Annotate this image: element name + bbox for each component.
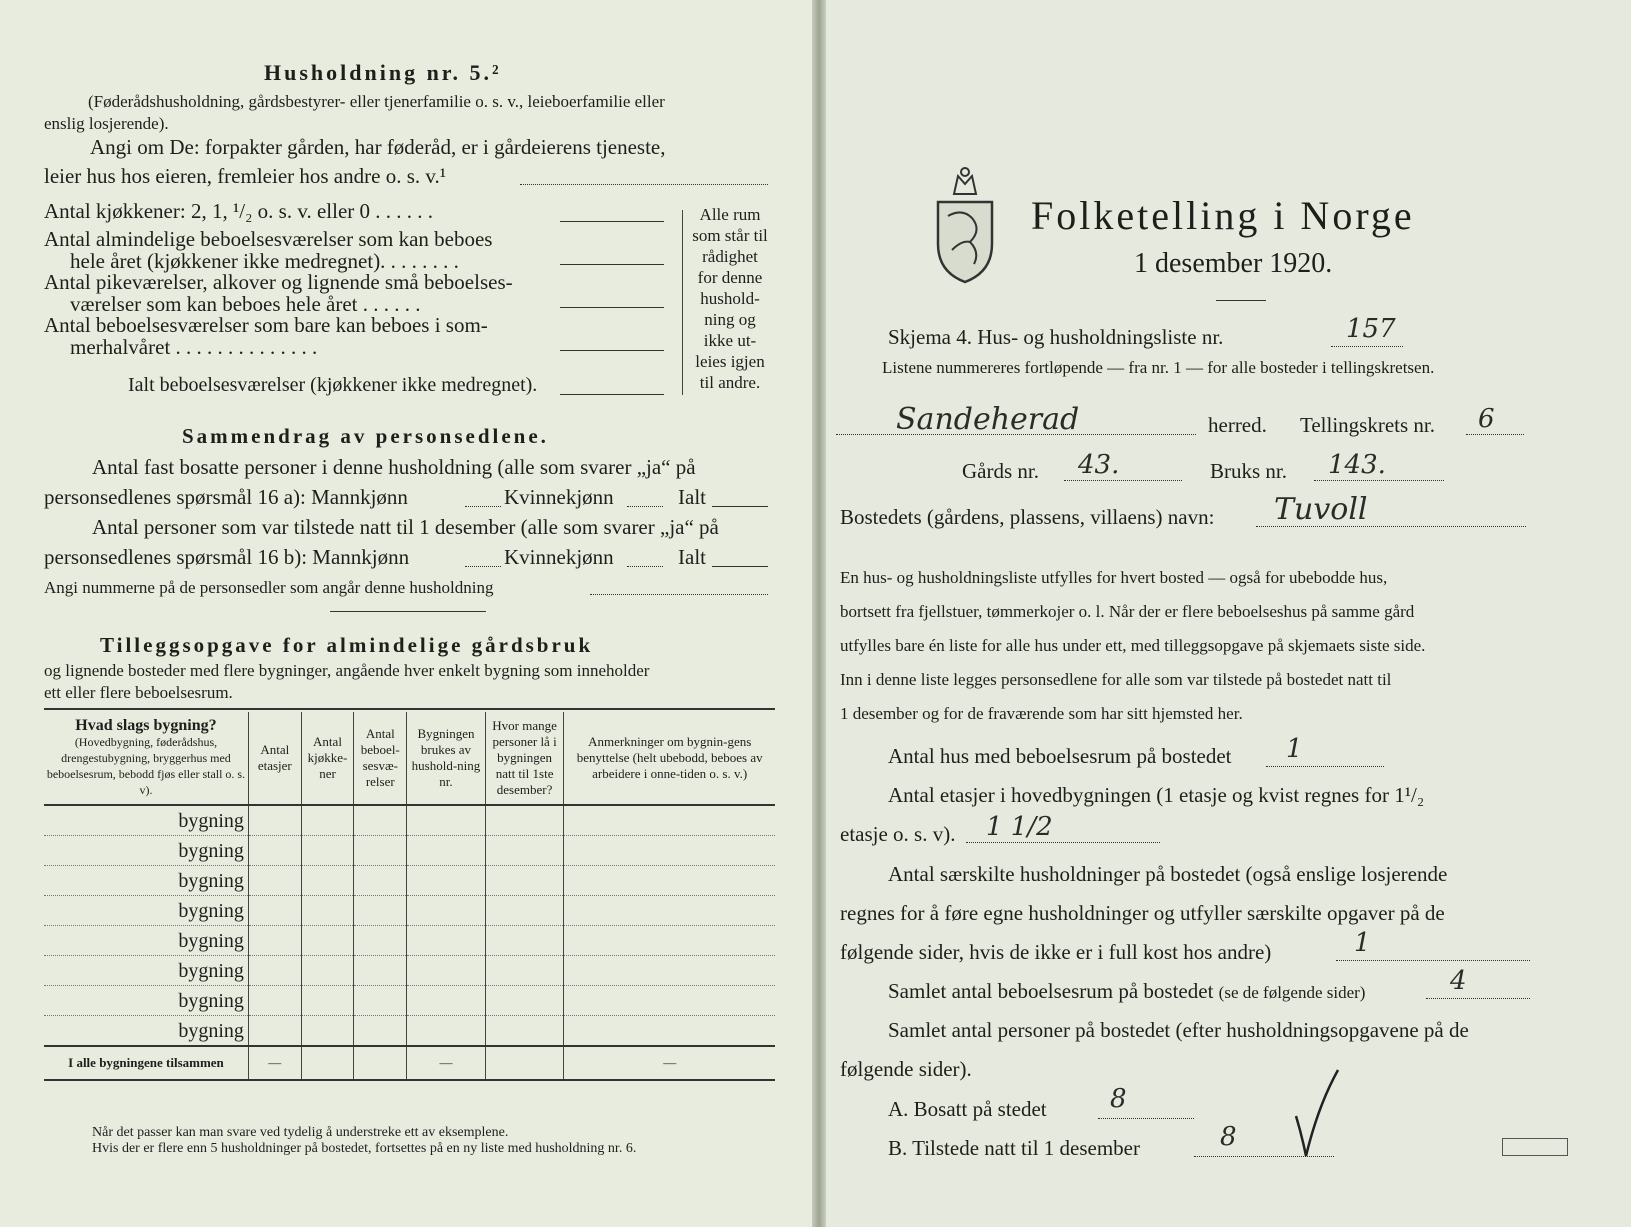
building-cell <box>485 986 564 1016</box>
building-cell <box>248 956 301 986</box>
building-cell <box>301 986 354 1016</box>
instruction-line: En hus- og husholdningsliste utfylles for hvert bosted — også for ubebodde hus, <box>840 568 1388 587</box>
building-cell <box>407 986 486 1016</box>
supplement-title: Tilleggsopgave for almindelige gårdsbruk <box>100 633 594 657</box>
building-cell <box>564 956 775 986</box>
building-cell <box>354 866 407 896</box>
building-cell <box>407 1016 486 1047</box>
instruction-line: bortsett fra fjellstuer, tømmerkojer o. l. Når der er flere beboelseshus på samme gård <box>840 602 1415 621</box>
total-persons-label-cont: følgende sider). <box>840 1057 972 1081</box>
herred-label: herred. <box>1208 413 1267 437</box>
regular-rooms-label: Antal almindelige beboelsesværelser som kan beboes <box>44 227 493 251</box>
building-cell <box>248 805 301 836</box>
rooms-note-line: Alle rum <box>699 205 761 224</box>
building-label: bygning <box>44 986 248 1016</box>
table-header-3: Antal beboel-sesvæ-relser <box>354 712 407 805</box>
building-label: bygning <box>44 926 248 956</box>
building-cell <box>354 1016 407 1047</box>
building-label: bygning <box>44 805 248 836</box>
present-persons-text-cont: personsedlenes spørsmål 16 b): Mannkjønn <box>44 545 410 569</box>
floors-label-cont: etasje o. s. v). <box>840 822 956 846</box>
table-row <box>44 926 775 956</box>
building-cell <box>301 836 354 866</box>
household-intro-cont: enslig losjerende). <box>44 114 169 133</box>
resident-persons-text-cont: personsedlenes spørsmål 16 a): Mannkjønn <box>44 485 408 509</box>
building-cell <box>301 1016 354 1047</box>
building-label: bygning <box>44 896 248 926</box>
buildings-table <box>44 712 775 1081</box>
building-cell <box>354 986 407 1016</box>
resident-label: A. Bosatt på stedet <box>888 1097 1047 1121</box>
rooms-note <box>690 204 770 393</box>
holding-number-value: 143. <box>1328 450 1386 480</box>
building-label: bygning <box>44 1016 248 1047</box>
building-cell <box>301 926 354 956</box>
numbering-note: Listene nummereres fortløpende — fra nr. 1 — for alle bosteder i tellingskretsen. <box>882 358 1435 377</box>
printer-stamp <box>1502 1138 1568 1156</box>
census-title: Folketelling i Norge <box>1031 193 1415 238</box>
building-cell <box>485 896 564 926</box>
building-cell <box>485 956 564 986</box>
building-cell <box>248 866 301 896</box>
separate-households-label: Antal særskilte husholdninger på bostedet (også enslige losjerende <box>888 862 1448 886</box>
building-cell <box>564 896 775 926</box>
left-page <box>0 0 812 1227</box>
footnote-2: Hvis der er flere enn 5 husholdninger på bostedet, fortsettes på en ny liste med husholdning nr. 6. <box>92 1141 637 1156</box>
building-cell <box>564 1016 775 1047</box>
total-persons-cell <box>485 1046 564 1080</box>
houses-value: 1 <box>1286 734 1303 764</box>
building-cell <box>301 866 354 896</box>
building-cell <box>407 896 486 926</box>
present-total-label: Ialt <box>678 545 706 569</box>
building-cell <box>485 805 564 836</box>
building-cell <box>248 896 301 926</box>
building-label: bygning <box>44 866 248 896</box>
instruction-line: 1 desember og for de fraværende som har sitt hjemsted her. <box>840 704 1243 723</box>
building-cell <box>407 956 486 986</box>
household-intro: (Føderådshusholdning, gårdsbestyrer- eller tjenerfamilie o. s. v., leieboerfamilie eller <box>88 92 665 111</box>
total-rooms-label: Ialt beboelsesværelser (kjøkkener ikke medregnet). <box>128 374 538 396</box>
rooms-note-line: ning og <box>704 310 756 329</box>
table-header-4: Bygningen brukes av hushold-ning nr. <box>407 712 486 805</box>
total-household-cell: — <box>407 1046 486 1080</box>
present-value: 8 <box>1220 1122 1237 1152</box>
maid-rooms-label: Antal pikeværelser, alkover og lignende små beboelses- <box>44 270 513 294</box>
resident-value: 8 <box>1110 1084 1127 1114</box>
schema-label: Skjema 4. Hus- og husholdningsliste nr. <box>888 325 1224 349</box>
instruction-line: utfylles bare én liste for alle hus under ett, med tilleggsopgave på skjemaets siste side. <box>840 636 1426 655</box>
instructions-paragraph-2 <box>840 663 1391 731</box>
regular-rooms-label-cont: hele året (kjøkkener ikke medregnet). . . . . . . . <box>70 249 459 273</box>
total-rooms-value: 4 <box>1450 966 1467 996</box>
building-cell <box>485 926 564 956</box>
total-rooms-cell <box>354 1046 407 1080</box>
total-remarks-cell: — <box>564 1046 775 1080</box>
checkmark-icon <box>1294 1066 1340 1162</box>
building-cell <box>248 836 301 866</box>
building-cell <box>564 926 775 956</box>
supplement-text: og lignende bosteder med flere bygninger, angående hver enkelt bygning som inneholder <box>44 661 650 680</box>
farm-number-value: 43. <box>1078 450 1120 480</box>
building-cell <box>354 896 407 926</box>
summer-rooms-label: Antal beboelsesværelser som bare kan beboes i som- <box>44 313 488 337</box>
resident-total-label: Ialt <box>678 485 706 509</box>
floors-label: Antal etasjer i hovedbygningen (1 etasje og kvist regnes for 1¹/₂ <box>888 783 1425 807</box>
present-persons-text: Antal personer som var tilstede natt til 1 desember (alle som svarer „ja“ på <box>92 515 719 539</box>
resident-female-label: Kvinnekjønn <box>504 485 614 509</box>
table-header-1: Antal etasjer <box>248 712 301 805</box>
angi-text: Angi om De: forpakter gården, har føderåd, er i gårdeierens tjeneste, <box>90 135 666 159</box>
coat-of-arms-icon <box>932 160 998 286</box>
holding-number-label: Bruks nr. <box>1210 459 1288 483</box>
building-cell <box>407 926 486 956</box>
building-cell <box>564 986 775 1016</box>
separate-households-value: 1 <box>1354 928 1371 958</box>
summary-title: Sammendrag av personsedlene. <box>182 424 549 448</box>
building-cell <box>354 926 407 956</box>
total-kitchens-cell <box>301 1046 354 1080</box>
building-cell <box>564 836 775 866</box>
herred-value: Sandeherad <box>896 402 1080 437</box>
page-fold <box>812 0 826 1227</box>
summer-rooms-label-cont: merhalvåret . . . . . . . . . . . . . . <box>70 335 318 359</box>
building-cell <box>354 956 407 986</box>
district-value: 6 <box>1478 404 1495 434</box>
present-label: B. Tilstede natt til 1 desember <box>888 1136 1140 1160</box>
building-cell <box>248 926 301 956</box>
resident-persons-text: Antal fast bosatte personer i denne husholdning (alle som svarer „ja“ på <box>92 455 696 479</box>
table-header-0: Hvad slags bygning? (Hovedbygning, føderådshus, drengestubygning, bryggerhus med beboelsesrum, bebodd fjøs eller stall o. s. v). <box>44 712 248 805</box>
instructions-paragraph-1 <box>840 561 1425 663</box>
building-cell <box>354 836 407 866</box>
houses-label: Antal hus med beboelsesrum på bostedet <box>888 744 1232 768</box>
rooms-note-line: for denne <box>697 268 763 287</box>
building-cell <box>301 956 354 986</box>
building-cell <box>485 1016 564 1047</box>
table-row <box>44 956 775 986</box>
building-label: bygning <box>44 836 248 866</box>
supplement-text-cont: ett eller flere beboelsesrum. <box>44 683 233 702</box>
table-row <box>44 866 775 896</box>
building-cell <box>354 805 407 836</box>
total-floors-cell: — <box>248 1046 301 1080</box>
building-cell <box>564 805 775 836</box>
rooms-note-line: til andre. <box>699 373 761 392</box>
place-name-value: Tuvoll <box>1274 492 1368 527</box>
building-cell <box>485 836 564 866</box>
separate-households-label-3: følgende sider, hvis de ikke er i full kost hos andre) <box>840 940 1272 964</box>
table-row <box>44 836 775 866</box>
floors-value: 1 1/2 <box>986 812 1053 842</box>
total-rooms-label-right: Samlet antal beboelsesrum på bostedet (se de følgende sider) <box>888 979 1366 1003</box>
table-header-5: Hvor mange personer lå i bygningen natt til 1ste desember? <box>485 712 564 805</box>
table-header-2: Antal kjøkke-ner <box>301 712 354 805</box>
rooms-note-line: ikke ut- <box>703 331 757 350</box>
building-cell <box>248 986 301 1016</box>
building-label: bygning <box>44 956 248 986</box>
table-row <box>44 986 775 1016</box>
total-persons-label: Samlet antal personer på bostedet (efter husholdningsopgavene på de <box>888 1018 1469 1042</box>
building-cell <box>564 866 775 896</box>
rooms-note-line: leies igjen <box>695 352 765 371</box>
district-label: Tellingskrets nr. <box>1300 413 1436 437</box>
angi-text-cont: leier hus hos eieren, fremleier hos andre o. s. v.¹ <box>44 164 447 188</box>
farm-number-label: Gårds nr. <box>962 459 1039 483</box>
table-row <box>44 805 775 836</box>
footnote-1: Når det passer kan man svare ved tydelig å understreke ett av eksemplene. <box>92 1125 509 1140</box>
separate-households-label-2: regnes for å føre egne husholdninger og utfyller særskilte opgaver på de <box>840 901 1445 925</box>
rooms-note-line: rådighet <box>702 247 758 266</box>
maid-rooms-label-cont: værelser som kan beboes hele året . . . . . . <box>70 292 421 316</box>
building-cell <box>301 805 354 836</box>
census-date: 1 desember 1920. <box>1134 248 1333 279</box>
building-cell <box>407 866 486 896</box>
building-cell <box>301 896 354 926</box>
household-title: Husholdning nr. 5.² <box>264 60 502 85</box>
building-cell <box>248 1016 301 1047</box>
present-female-label: Kvinnekjønn <box>504 545 614 569</box>
list-number-value: 157 <box>1346 314 1396 344</box>
building-cell <box>407 836 486 866</box>
table-row <box>44 1016 775 1047</box>
kitchens-label: Antal kjøkkener: 2, 1, ¹/₂ o. s. v. eller 0 . . . . . . <box>44 199 434 223</box>
table-header-6: Anmerkninger om bygnin-gens benyttelse (helt ubebodd, beboes av arbeidere i onne-tiden o. s. v.) <box>564 712 775 805</box>
instruction-line: Inn i denne liste legges personsedlene for alle som var tilstede på bostedet natt til <box>840 670 1392 689</box>
buildings-total-label: I alle bygningene tilsammen <box>44 1046 248 1080</box>
place-name-label: Bostedets (gårdens, plassens, villaens) navn: <box>840 505 1215 529</box>
person-numbers-text: Angi nummerne på de personsedler som angår denne husholdning <box>44 578 494 597</box>
right-page <box>826 0 1631 1227</box>
building-cell <box>485 866 564 896</box>
table-row <box>44 896 775 926</box>
rooms-note-line: som står til <box>692 226 768 245</box>
rooms-note-line: hushold- <box>700 289 760 308</box>
building-cell <box>407 805 486 836</box>
